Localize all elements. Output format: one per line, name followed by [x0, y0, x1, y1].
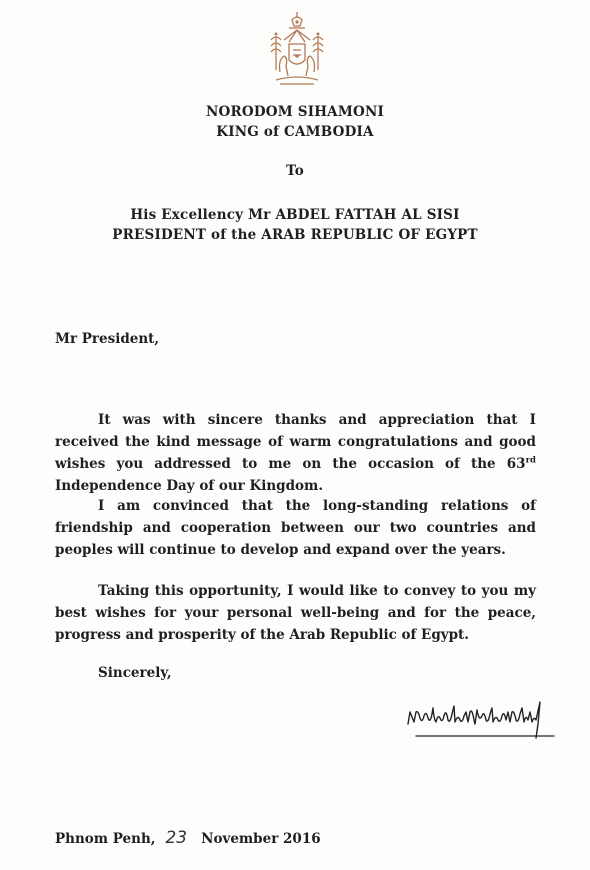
- date-month-year: November 2016: [201, 831, 321, 847]
- to-label: To: [286, 163, 304, 179]
- place: Phnom Penh,: [55, 831, 156, 847]
- royal-crest-icon: [262, 10, 332, 90]
- body-paragraph-1: [55, 409, 536, 497]
- body-paragraph-3: [55, 580, 536, 646]
- body-paragraph-1-end: Independence Day of our Kingdom.: [55, 478, 324, 494]
- footer-place-date: [55, 828, 321, 848]
- sender-title: KING of CAMBODIA: [216, 124, 374, 140]
- body-paragraph-2: [55, 495, 536, 561]
- salutation: Mr President,: [55, 331, 160, 347]
- recipient-name: His Excellency Mr ABDEL FATTAH AL SISI: [130, 207, 460, 223]
- body-paragraph-1-text: It was with sincere thanks and appreciation that I received the kind message of warm congratulations and good wishes you addressed to me on the occasion of the 63: [55, 412, 536, 472]
- body-paragraph-2-text: I am convinced that the long-standing relations of friendship and cooperation between our two countries and peoples will continue to develop and expand over the years.: [55, 498, 536, 558]
- recipient-title: PRESIDENT of the ARAB REPUBLIC OF EGYPT: [112, 227, 478, 243]
- date-day: 23: [165, 828, 188, 848]
- signature-icon: [402, 694, 558, 744]
- ordinal-suffix: rd: [525, 455, 536, 466]
- sender-name: NORODOM SIHAMONI: [205, 104, 385, 120]
- closing: Sincerely,: [98, 665, 172, 681]
- body-paragraph-3-text: Taking this opportunity, I would like to convey to you my best wishes for your personal well-being and for the peace, progress and prosperity of the Arab Republic of Egypt.: [55, 583, 536, 643]
